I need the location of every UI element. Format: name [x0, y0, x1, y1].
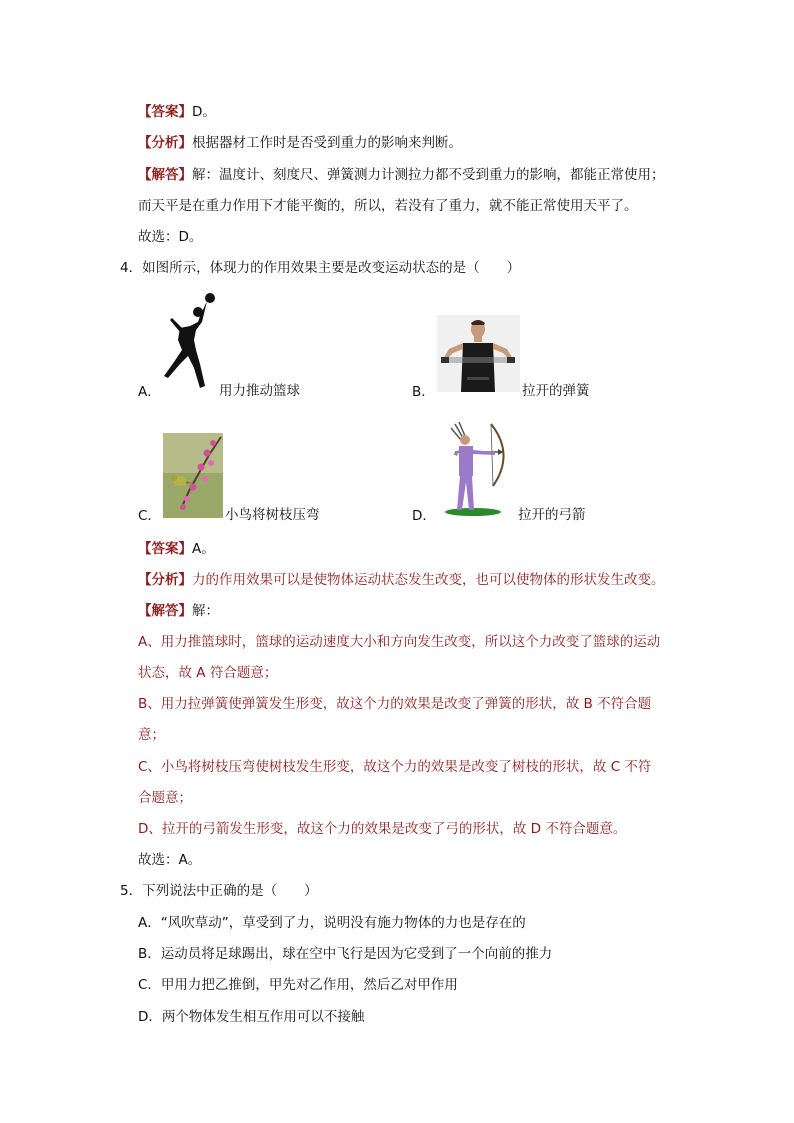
q5-option-d: D．两个物体发生相互作用可以不接触: [138, 1009, 365, 1025]
analysis-text: 根据器材工作时是否受到重力的影响来判断。: [192, 135, 462, 151]
option-d-letter: D．: [412, 508, 436, 524]
q5-option-a: A．“风吹草动”，草受到了力，说明没有施力物体的力也是存在的: [138, 915, 526, 931]
q5-option-c: C．甲用力把乙推倒，甲先对乙作用，然后乙对甲作用: [138, 977, 458, 993]
archer-drawing-bow-icon: [443, 420, 515, 518]
q4-solution-a-line1: A、用力推篮球时，篮球的运动速度大小和方向发生改变，所以这个力改变了篮球的运动: [138, 634, 661, 650]
q4-answer-line: [138, 540, 215, 558]
analysis-text: 力的作用效果可以是使物体运动状态发生改变，也可以使物体的形状发生改变。: [192, 572, 665, 588]
q3-solution-line2: 而天平是在重力作用下才能平衡的，所以，若没有了重力，就不能正常使用天平了。: [138, 198, 638, 214]
q5-option-b: B．运动员将足球踢出，球在空中飞行是因为它受到了一个向前的推力: [138, 946, 553, 962]
option-b-caption: 拉开的弹簧: [522, 383, 590, 399]
option-a-letter: A．: [138, 384, 161, 400]
q4-stem: 4．如图所示，体现力的作用效果主要是改变运动状态的是（ ）: [120, 260, 521, 276]
analysis-tag: 【分析】: [138, 572, 192, 588]
answer-value: D。: [192, 104, 216, 120]
q4-analysis-line: [138, 571, 665, 589]
option-d-caption: 拉开的弓箭: [518, 507, 586, 523]
analysis-tag: 【分析】: [138, 135, 192, 151]
basketball-player-silhouette-icon: [160, 292, 218, 392]
q3-analysis-line: [138, 134, 462, 152]
q5-stem: 5．下列说法中正确的是（ ）: [120, 883, 318, 899]
q4-solution-head: [138, 602, 219, 620]
bird-on-branch-icon: [163, 433, 223, 518]
q4-choice: 故选：A。: [138, 852, 202, 868]
answer-tag: 【答案】: [138, 541, 192, 557]
man-stretching-spring-icon: [437, 315, 520, 392]
q3-choice: 故选：D。: [138, 229, 203, 245]
option-b-letter: B．: [412, 384, 435, 400]
option-c-caption: 小鸟将树枝压弯: [225, 507, 320, 523]
solution-tag: 【解答】: [138, 603, 192, 619]
answer-tag: 【答案】: [138, 104, 192, 120]
answer-value: A。: [192, 541, 215, 557]
q4-solution-c-line1: C、小鸟将树枝压弯使树枝发生形变，故这个力的效果是改变了树枝的形状，故 C 不符: [138, 759, 652, 775]
q4-solution-d-line1: D、拉开的弓箭发生形变，故这个力的效果是改变了弓的形状，故 D 不符合题意。: [138, 821, 627, 837]
q3-answer-line: [138, 103, 216, 121]
q4-solution-b-line2: 意；: [138, 727, 165, 743]
q4-solution-b-line1: B、用力拉弹簧使弹簧发生形变，故这个力的效果是改变了弹簧的形状，故 B 不符合题: [138, 696, 652, 712]
q3-solution-line1: [138, 166, 665, 184]
option-c-letter: C．: [138, 508, 161, 524]
solution-tag: 【解答】: [138, 167, 192, 183]
q4-solution-a-line2: 状态，故 A 符合题意；: [138, 665, 278, 681]
q4-solution-c-line2: 合题意；: [138, 790, 192, 806]
option-a-caption: 用力推动篮球: [219, 383, 300, 399]
solution-text: 解：温度计、刻度尺、弹簧测力计测拉力都不受到重力的影响，都能正常使用；: [192, 167, 665, 183]
solution-head: 解：: [192, 603, 219, 619]
